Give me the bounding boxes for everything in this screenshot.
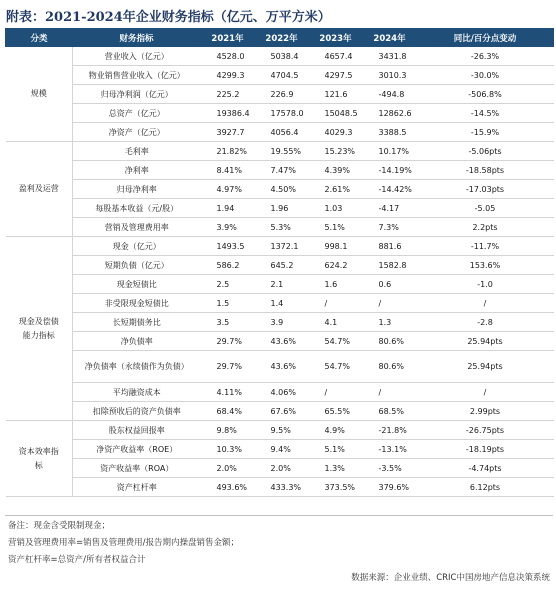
value-cell: 7.47% <box>255 161 309 180</box>
value-cell: 68.4% <box>201 402 255 421</box>
value-cell: 998.1 <box>309 237 363 256</box>
table-row <box>6 218 554 237</box>
value-cell: 43.6% <box>255 351 309 383</box>
metric-cell: 净利率 <box>73 161 201 180</box>
value-cell: 19386.4 <box>201 104 255 123</box>
table-body <box>6 47 554 497</box>
table-row <box>6 66 554 85</box>
value-cell: / <box>309 383 363 402</box>
metric-cell: 归母净利润（亿元） <box>73 85 201 104</box>
value-cell: 1372.1 <box>255 237 309 256</box>
value-cell: 12862.6 <box>363 104 417 123</box>
value-cell: -4.17 <box>363 199 417 218</box>
change-cell: -15.9% <box>417 123 554 142</box>
table-row <box>6 421 554 440</box>
metric-cell: 平均融资成本 <box>73 383 201 402</box>
value-cell: 43.6% <box>255 332 309 351</box>
metric-cell: 资产收益率（ROA） <box>73 459 201 478</box>
change-cell: -4.74pts <box>417 459 554 478</box>
table-row <box>6 123 554 142</box>
value-cell: 29.7% <box>201 332 255 351</box>
change-cell: -26.3% <box>417 47 554 66</box>
value-cell: / <box>363 383 417 402</box>
value-cell: 19.55% <box>255 142 309 161</box>
value-cell: 17578.0 <box>255 104 309 123</box>
metric-cell: 净负债率（永续债作为负债） <box>73 351 201 383</box>
change-cell: 25.94pts <box>417 332 554 351</box>
metric-cell: 短期负债（亿元） <box>73 256 201 275</box>
change-cell: 153.6% <box>417 256 554 275</box>
value-cell: 2.0% <box>201 459 255 478</box>
table-row <box>6 85 554 104</box>
value-cell: 10.17% <box>363 142 417 161</box>
value-cell: 493.6% <box>201 478 255 497</box>
value-cell: 5.1% <box>309 218 363 237</box>
value-cell: 29.7% <box>201 351 255 383</box>
value-cell: 226.9 <box>255 85 309 104</box>
value-cell: -13.1% <box>363 440 417 459</box>
value-cell: 3.5 <box>201 313 255 332</box>
value-cell: 3431.8 <box>363 47 417 66</box>
value-cell: 4.1 <box>309 313 363 332</box>
table-row <box>6 256 554 275</box>
note-line: 备注：现金含受限制现金； <box>8 521 111 531</box>
value-cell: 68.5% <box>363 402 417 421</box>
value-cell: 3927.7 <box>201 123 255 142</box>
category-cell: 规模 <box>6 47 73 142</box>
value-cell: 5038.4 <box>255 47 309 66</box>
metric-cell: 现金短债比 <box>73 275 201 294</box>
value-cell: -14.42% <box>363 180 417 199</box>
header-2023: 2023年 <box>309 29 363 47</box>
change-cell: -14.5% <box>417 104 554 123</box>
value-cell: 881.6 <box>363 237 417 256</box>
change-cell: -5.06pts <box>417 142 554 161</box>
value-cell: 1493.5 <box>201 237 255 256</box>
value-cell: 4.50% <box>255 180 309 199</box>
value-cell: 80.6% <box>363 332 417 351</box>
change-cell: -17.03pts <box>417 180 554 199</box>
value-cell: 1.6 <box>309 275 363 294</box>
metric-cell: 现金（亿元） <box>73 237 201 256</box>
value-cell: 433.3% <box>255 478 309 497</box>
metric-cell: 物业销售营业收入（亿元） <box>73 66 201 85</box>
value-cell: 1.03 <box>309 199 363 218</box>
metric-cell: 总资产（亿元） <box>73 104 201 123</box>
value-cell: 624.2 <box>309 256 363 275</box>
value-cell: 1.5 <box>201 294 255 313</box>
value-cell: 54.7% <box>309 351 363 383</box>
change-cell: -1.0 <box>417 275 554 294</box>
value-cell: 3.9 <box>255 313 309 332</box>
table-row <box>6 237 554 256</box>
value-cell: 586.2 <box>201 256 255 275</box>
value-cell: 1.3% <box>309 459 363 478</box>
table-row <box>6 294 554 313</box>
change-cell: -18.58pts <box>417 161 554 180</box>
value-cell: 373.5% <box>309 478 363 497</box>
value-cell: 1.96 <box>255 199 309 218</box>
value-cell: 4.97% <box>201 180 255 199</box>
value-cell: 9.4% <box>255 440 309 459</box>
change-cell: -30.0% <box>417 66 554 85</box>
value-cell: 67.6% <box>255 402 309 421</box>
change-cell: 25.94pts <box>417 351 554 383</box>
value-cell: 5.1% <box>309 440 363 459</box>
value-cell: 5.3% <box>255 218 309 237</box>
metric-cell: 每股基本收益（元/股） <box>73 199 201 218</box>
metric-cell: 归母净利率 <box>73 180 201 199</box>
change-cell: 6.12pts <box>417 478 554 497</box>
value-cell: 4.11% <box>201 383 255 402</box>
value-cell: -21.8% <box>363 421 417 440</box>
value-cell: 4297.5 <box>309 66 363 85</box>
change-cell: 2.2pts <box>417 218 554 237</box>
value-cell: 2.0% <box>255 459 309 478</box>
table-row <box>6 402 554 421</box>
notes-divider <box>5 515 553 516</box>
table-row <box>6 440 554 459</box>
value-cell: 4528.0 <box>201 47 255 66</box>
value-cell: / <box>309 294 363 313</box>
value-cell: 379.6% <box>363 478 417 497</box>
metric-cell: 非受限现金短债比 <box>73 294 201 313</box>
value-cell: 7.3% <box>363 218 417 237</box>
table-header-row <box>6 29 554 47</box>
note-line: 营销及管理费用率=销售及管理费用/报告期内操盘销售金额； <box>8 538 239 548</box>
value-cell: -494.8 <box>363 85 417 104</box>
table-row <box>6 47 554 66</box>
metric-cell: 净负债率 <box>73 332 201 351</box>
value-cell: 225.2 <box>201 85 255 104</box>
data-source: 数据来源：企业业绩、CRIC中国房地产信息决策系统 <box>351 573 550 583</box>
note-line: 资产杠杆率=总资产/所有者权益合计 <box>8 555 146 565</box>
header-2021: 2021年 <box>201 29 255 47</box>
value-cell: 4.06% <box>255 383 309 402</box>
change-cell: -2.8 <box>417 313 554 332</box>
value-cell: 3.9% <box>201 218 255 237</box>
table-row <box>6 478 554 497</box>
metric-cell: 资产杠杆率 <box>73 478 201 497</box>
metric-cell: 股东权益回报率 <box>73 421 201 440</box>
table-row <box>6 161 554 180</box>
value-cell: 4657.4 <box>309 47 363 66</box>
change-cell: / <box>417 294 554 313</box>
change-cell: -18.19pts <box>417 440 554 459</box>
value-cell: 1.3 <box>363 313 417 332</box>
value-cell: 65.5% <box>309 402 363 421</box>
value-cell: 0.6 <box>363 275 417 294</box>
financial-indicators-table <box>5 28 554 497</box>
value-cell: 3010.3 <box>363 66 417 85</box>
value-cell: 1.94 <box>201 199 255 218</box>
value-cell: 1.4 <box>255 294 309 313</box>
value-cell: 2.61% <box>309 180 363 199</box>
value-cell: 4.39% <box>309 161 363 180</box>
value-cell: 4029.3 <box>309 123 363 142</box>
value-cell: 3388.5 <box>363 123 417 142</box>
value-cell: 2.1 <box>255 275 309 294</box>
table-row <box>6 351 554 383</box>
header-change: 同比/百分点变动 <box>417 29 554 47</box>
value-cell: 121.6 <box>309 85 363 104</box>
notes-block <box>8 518 548 569</box>
value-cell: 4299.3 <box>201 66 255 85</box>
value-cell: 9.8% <box>201 421 255 440</box>
value-cell: 4704.5 <box>255 66 309 85</box>
table-row <box>6 332 554 351</box>
header-2024: 2024年 <box>363 29 417 47</box>
value-cell: 10.3% <box>201 440 255 459</box>
value-cell: -14.19% <box>363 161 417 180</box>
table-title: 附表：2021-2024年企业财务指标（亿元、万平方米） <box>6 10 331 25</box>
value-cell: 8.41% <box>201 161 255 180</box>
metric-cell: 净资产（亿元） <box>73 123 201 142</box>
table-row <box>6 104 554 123</box>
category-cell: 盈利及运营 <box>6 142 73 237</box>
table-row <box>6 142 554 161</box>
value-cell: -3.5% <box>363 459 417 478</box>
category-cell: 资本效率指标 <box>6 421 73 497</box>
value-cell: 4056.4 <box>255 123 309 142</box>
header-metric: 财务指标 <box>73 29 201 47</box>
metric-cell: 扣除预收后的资产负债率 <box>73 402 201 421</box>
value-cell: 4.9% <box>309 421 363 440</box>
metric-cell: 毛利率 <box>73 142 201 161</box>
category-cell: 现金及偿债能力指标 <box>6 237 73 421</box>
change-cell: / <box>417 383 554 402</box>
metric-cell: 长短期债务比 <box>73 313 201 332</box>
change-cell: -26.75pts <box>417 421 554 440</box>
metric-cell: 净资产收益率（ROE） <box>73 440 201 459</box>
change-cell: -11.7% <box>417 237 554 256</box>
metric-cell: 营业收入（亿元） <box>73 47 201 66</box>
value-cell: 80.6% <box>363 351 417 383</box>
value-cell: 15048.5 <box>309 104 363 123</box>
header-2022: 2022年 <box>255 29 309 47</box>
value-cell: 9.5% <box>255 421 309 440</box>
value-cell: 21.82% <box>201 142 255 161</box>
change-cell: -5.05 <box>417 199 554 218</box>
table-row <box>6 199 554 218</box>
metric-cell: 营销及管理费用率 <box>73 218 201 237</box>
value-cell: / <box>363 294 417 313</box>
table-row <box>6 180 554 199</box>
value-cell: 645.2 <box>255 256 309 275</box>
change-cell: 2.99pts <box>417 402 554 421</box>
header-category: 分类 <box>6 29 73 47</box>
table-row <box>6 459 554 478</box>
table-row <box>6 275 554 294</box>
table-row <box>6 383 554 402</box>
change-cell: -506.8% <box>417 85 554 104</box>
value-cell: 2.5 <box>201 275 255 294</box>
value-cell: 1582.8 <box>363 256 417 275</box>
value-cell: 54.7% <box>309 332 363 351</box>
table-row <box>6 313 554 332</box>
value-cell: 15.23% <box>309 142 363 161</box>
